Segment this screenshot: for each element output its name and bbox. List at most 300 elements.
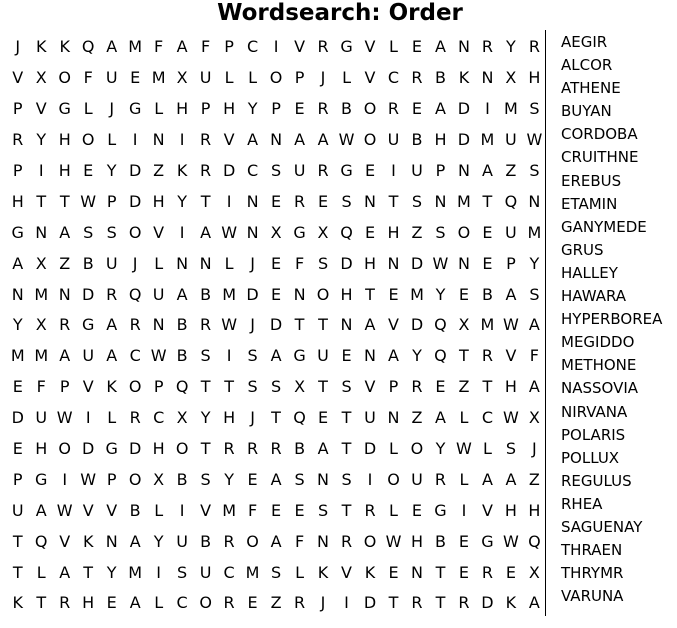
grid-cell[interactable]: E [364, 161, 376, 180]
grid-cell[interactable]: S [505, 439, 516, 459]
grid-cell[interactable]: V [200, 500, 212, 520]
grid-cell[interactable]: K [82, 531, 94, 551]
grid-cell[interactable]: A [176, 37, 188, 57]
grid-cell[interactable]: A [317, 130, 329, 150]
grid-cell[interactable]: M [151, 68, 166, 88]
grid-cell[interactable]: S [317, 500, 329, 520]
grid-cell[interactable]: H [528, 68, 541, 88]
grid-cell[interactable]: U [152, 284, 165, 304]
grid-cell[interactable]: N [387, 253, 400, 273]
grid-cell[interactable]: V [106, 500, 118, 520]
grid-cell[interactable]: X [270, 222, 282, 242]
grid-cell[interactable]: T [388, 593, 399, 613]
grid-cell[interactable]: R [270, 439, 282, 459]
grid-cell[interactable]: M [457, 191, 471, 211]
grid-cell[interactable]: O [363, 130, 377, 150]
grid-cell[interactable]: T [318, 315, 328, 335]
grid-cell[interactable]: N [317, 469, 330, 489]
grid-cell[interactable]: R [247, 439, 259, 459]
grid-cell[interactable]: V [505, 346, 517, 366]
grid-cell[interactable]: P [106, 191, 117, 211]
grid-cell[interactable]: P [12, 469, 23, 489]
grid-cell[interactable]: N [152, 130, 165, 150]
grid-cell[interactable]: T [36, 191, 47, 211]
grid-cell[interactable]: A [434, 99, 446, 119]
grid-cell[interactable]: Y [529, 253, 540, 273]
grid-cell[interactable]: T [341, 500, 352, 520]
grid-cell[interactable]: L [389, 500, 398, 520]
grid-cell[interactable]: N [457, 161, 470, 180]
grid-cell[interactable]: E [388, 284, 399, 304]
grid-cell[interactable]: U [387, 130, 400, 150]
grid-cell[interactable]: K [317, 562, 329, 582]
grid-cell[interactable]: V [82, 500, 94, 520]
grid-cell[interactable]: M [504, 99, 518, 119]
grid-cell[interactable]: U [176, 531, 188, 551]
grid-cell[interactable]: L [482, 439, 492, 459]
grid-cell[interactable]: D [269, 315, 283, 335]
grid-cell[interactable]: X [505, 68, 517, 88]
grid-cell[interactable]: N [293, 284, 306, 304]
grid-cell[interactable]: W [503, 531, 519, 551]
grid-cell[interactable]: K [35, 37, 47, 57]
grid-cell[interactable]: B [200, 531, 212, 551]
grid-cell[interactable]: U [11, 500, 24, 520]
grid-cell[interactable]: X [176, 408, 188, 428]
grid-cell[interactable]: Y [412, 346, 422, 366]
grid-cell[interactable]: G [58, 99, 71, 119]
grid-cell[interactable]: R [434, 469, 447, 489]
grid-cell[interactable]: A [176, 284, 188, 304]
grid-cell[interactable]: F [36, 377, 46, 397]
grid-cell[interactable]: Q [528, 531, 541, 551]
grid-cell[interactable]: L [83, 99, 93, 119]
grid-cell[interactable]: E [435, 377, 446, 397]
grid-cell[interactable]: E [271, 500, 282, 520]
grid-cell[interactable]: E [12, 439, 23, 459]
grid-cell[interactable]: T [59, 191, 70, 211]
grid-cell[interactable]: U [411, 161, 423, 180]
grid-cell[interactable]: D [410, 253, 424, 273]
grid-cell[interactable]: M [480, 315, 495, 335]
grid-cell[interactable]: R [59, 593, 71, 613]
grid-cell[interactable]: U [411, 469, 423, 489]
grid-cell[interactable]: Z [153, 161, 165, 180]
grid-cell[interactable]: E [294, 99, 305, 119]
grid-cell[interactable]: T [435, 593, 446, 613]
grid-cell[interactable]: W [385, 531, 402, 551]
grid-cell[interactable]: C [129, 346, 141, 366]
grid-cell[interactable]: R [317, 99, 329, 119]
grid-cell[interactable]: B [341, 99, 353, 119]
grid-cell[interactable]: V [364, 377, 376, 397]
grid-cell[interactable]: H [223, 408, 236, 428]
grid-cell[interactable]: M [410, 284, 424, 304]
grid-cell[interactable]: W [456, 439, 472, 459]
grid-cell[interactable]: H [58, 161, 71, 180]
grid-cell[interactable]: A [129, 531, 141, 551]
grid-cell[interactable]: A [434, 408, 446, 428]
grid-cell[interactable]: R [293, 593, 306, 613]
grid-cell[interactable]: C [481, 408, 494, 428]
grid-cell[interactable]: B [82, 253, 94, 273]
grid-cell[interactable]: Y [36, 130, 47, 150]
grid-cell[interactable]: A [59, 562, 71, 582]
grid-cell[interactable]: I [179, 500, 185, 520]
grid-cell[interactable]: V [294, 37, 306, 57]
grid-cell[interactable]: I [179, 222, 185, 242]
grid-cell[interactable]: I [179, 130, 185, 150]
grid-cell[interactable]: X [317, 222, 329, 242]
grid-cell[interactable]: G [35, 469, 48, 489]
grid-cell[interactable]: V [388, 315, 399, 335]
grid-cell[interactable]: M [222, 500, 236, 520]
grid-cell[interactable]: J [250, 315, 255, 335]
grid-cell[interactable]: X [458, 315, 470, 335]
grid-cell[interactable]: D [410, 315, 424, 335]
grid-cell[interactable]: S [317, 253, 329, 273]
grid-cell[interactable]: A [270, 469, 282, 489]
grid-cell[interactable]: E [83, 161, 94, 180]
grid-cell[interactable]: X [35, 68, 47, 88]
grid-cell[interactable]: S [341, 191, 352, 211]
grid-cell[interactable]: D [363, 593, 377, 613]
grid-cell[interactable]: T [341, 439, 352, 459]
grid-cell[interactable]: U [505, 130, 517, 150]
grid-cell[interactable]: U [505, 222, 517, 242]
grid-cell[interactable]: N [317, 531, 330, 551]
grid-cell[interactable]: R [223, 531, 235, 551]
grid-cell[interactable]: T [482, 191, 493, 211]
grid-cell[interactable]: E [317, 408, 329, 428]
grid-cell[interactable]: N [434, 191, 447, 211]
grid-cell[interactable]: M [245, 562, 260, 582]
grid-cell[interactable]: P [294, 68, 305, 88]
grid-cell[interactable]: J [132, 253, 138, 273]
grid-cell[interactable]: S [177, 562, 188, 582]
grid-cell[interactable]: A [270, 531, 282, 551]
grid-cell[interactable]: M [10, 346, 25, 366]
grid-cell[interactable]: Y [200, 408, 211, 428]
grid-cell[interactable]: Q [175, 377, 189, 397]
grid-cell[interactable]: O [363, 99, 377, 119]
grid-cell[interactable]: F [294, 253, 305, 273]
grid-cell[interactable]: E [12, 377, 23, 397]
grid-cell[interactable]: O [269, 68, 283, 88]
grid-cell[interactable]: I [461, 500, 467, 520]
grid-cell[interactable]: B [294, 439, 306, 459]
grid-cell[interactable]: N [11, 284, 24, 304]
grid-cell[interactable]: Y [224, 469, 234, 489]
grid-cell[interactable]: P [12, 99, 23, 119]
grid-cell[interactable]: S [411, 191, 423, 211]
grid-cell[interactable]: R [317, 161, 329, 180]
grid-cell[interactable]: X [528, 408, 540, 428]
grid-cell[interactable]: E [106, 593, 117, 613]
grid-cell[interactable]: A [270, 346, 282, 366]
grid-cell[interactable]: B [434, 68, 446, 88]
grid-cell[interactable]: Y [177, 191, 188, 211]
grid-cell[interactable]: R [411, 68, 423, 88]
grid-cell[interactable]: S [529, 161, 540, 180]
grid-cell[interactable]: W [432, 253, 449, 273]
grid-cell[interactable]: L [154, 253, 164, 273]
grid-cell[interactable]: J [532, 439, 537, 459]
grid-cell[interactable]: A [12, 253, 24, 273]
grid-cell[interactable]: S [83, 222, 94, 242]
grid-cell[interactable]: O [387, 469, 400, 489]
grid-cell[interactable]: F [294, 531, 305, 551]
grid-cell[interactable]: H [363, 253, 377, 273]
grid-cell[interactable]: I [38, 161, 44, 180]
grid-cell[interactable]: S [200, 346, 211, 366]
grid-cell[interactable]: P [271, 99, 281, 119]
grid-cell[interactable]: G [434, 500, 447, 520]
grid-cell[interactable]: H [504, 377, 517, 397]
grid-cell[interactable]: E [271, 284, 282, 304]
grid-cell[interactable]: G [128, 99, 142, 119]
grid-cell[interactable]: W [56, 500, 73, 520]
grid-cell[interactable]: N [176, 253, 189, 273]
grid-cell[interactable]: C [176, 593, 188, 613]
grid-cell[interactable]: N [528, 191, 541, 211]
grid-cell[interactable]: E [458, 531, 469, 551]
grid-cell[interactable]: F [201, 37, 211, 57]
grid-cell[interactable]: M [128, 37, 143, 57]
grid-cell[interactable]: R [129, 315, 141, 335]
grid-cell[interactable]: G [340, 37, 353, 57]
grid-cell[interactable]: A [294, 130, 306, 150]
grid-cell[interactable]: D [246, 284, 259, 304]
grid-cell[interactable]: S [247, 346, 258, 366]
grid-cell[interactable]: D [82, 439, 95, 459]
grid-cell[interactable]: L [248, 68, 258, 88]
grid-cell[interactable]: M [222, 284, 236, 304]
grid-cell[interactable]: K [106, 377, 117, 397]
grid-cell[interactable]: V [364, 37, 376, 57]
grid-cell[interactable]: Y [435, 284, 446, 304]
grid-cell[interactable]: R [129, 408, 141, 428]
grid-cell[interactable]: H [11, 191, 24, 211]
grid-cell[interactable]: L [295, 562, 305, 582]
grid-cell[interactable]: M [34, 346, 49, 366]
grid-cell[interactable]: Y [506, 37, 516, 57]
grid-cell[interactable]: O [410, 439, 424, 459]
grid-cell[interactable]: U [317, 346, 329, 366]
grid-cell[interactable]: D [129, 439, 142, 459]
grid-cell[interactable]: S [529, 99, 540, 119]
grid-cell[interactable]: I [344, 593, 349, 613]
grid-cell[interactable]: Q [128, 284, 142, 304]
grid-cell[interactable]: R [317, 37, 329, 57]
grid-cell[interactable]: S [270, 161, 282, 180]
grid-cell[interactable]: O [128, 377, 142, 397]
grid-cell[interactable]: Q [434, 315, 447, 335]
grid-cell[interactable]: G [81, 315, 95, 335]
grid-cell[interactable]: J [320, 593, 326, 613]
grid-cell[interactable]: T [388, 191, 399, 211]
grid-cell[interactable]: M [34, 284, 49, 304]
grid-cell[interactable]: R [387, 99, 400, 119]
grid-cell[interactable]: A [59, 346, 71, 366]
grid-cell[interactable]: F [154, 37, 164, 57]
grid-cell[interactable]: U [105, 68, 118, 88]
grid-cell[interactable]: E [317, 191, 329, 211]
grid-cell[interactable]: D [481, 593, 494, 613]
grid-cell[interactable]: D [129, 161, 142, 180]
grid-cell[interactable]: T [435, 562, 446, 582]
grid-cell[interactable]: S [200, 469, 211, 489]
grid-cell[interactable]: Q [434, 346, 447, 366]
grid-cell[interactable]: O [58, 68, 71, 88]
grid-cell[interactable]: Z [505, 161, 517, 180]
grid-cell[interactable]: Y [153, 531, 164, 551]
grid-cell[interactable]: E [411, 500, 423, 520]
grid-cell[interactable]: G [481, 531, 494, 551]
grid-cell[interactable]: E [271, 191, 282, 211]
grid-cell[interactable]: K [12, 593, 23, 613]
grid-cell[interactable]: O [128, 222, 142, 242]
grid-cell[interactable]: C [247, 161, 259, 180]
grid-cell[interactable]: V [481, 500, 493, 520]
grid-cell[interactable]: Z [458, 377, 470, 397]
grid-cell[interactable]: R [223, 439, 235, 459]
grid-cell[interactable]: X [35, 315, 47, 335]
grid-cell[interactable]: G [340, 161, 353, 180]
grid-cell[interactable]: Z [411, 222, 423, 242]
grid-cell[interactable]: P [12, 161, 23, 180]
grid-cell[interactable]: S [270, 562, 282, 582]
grid-cell[interactable]: Y [435, 439, 446, 459]
grid-cell[interactable]: N [35, 222, 48, 242]
grid-cell[interactable]: R [481, 562, 493, 582]
grid-cell[interactable]: T [459, 346, 469, 366]
grid-cell[interactable]: Z [528, 469, 540, 489]
grid-cell[interactable]: L [459, 408, 469, 428]
grid-cell[interactable]: E [482, 253, 493, 273]
grid-cell[interactable]: U [82, 346, 95, 366]
grid-cell[interactable]: T [482, 377, 493, 397]
grid-cell[interactable]: V [223, 130, 235, 150]
grid-cell[interactable]: P [106, 469, 117, 489]
grid-cell[interactable]: U [35, 408, 48, 428]
grid-cell[interactable]: L [224, 68, 234, 88]
grid-cell[interactable]: B [129, 500, 141, 520]
grid-cell[interactable]: I [391, 161, 396, 180]
grid-cell[interactable]: I [485, 99, 490, 119]
grid-cell[interactable]: L [154, 500, 164, 520]
grid-cell[interactable]: N [481, 68, 494, 88]
grid-cell[interactable]: D [363, 439, 377, 459]
grid-cell[interactable]: P [200, 99, 211, 119]
grid-cell[interactable]: T [12, 562, 23, 582]
grid-cell[interactable]: N [364, 346, 376, 366]
grid-cell[interactable]: E [482, 222, 493, 242]
grid-cell[interactable]: H [387, 222, 400, 242]
grid-cell[interactable]: A [364, 315, 376, 335]
grid-cell[interactable]: V [153, 222, 165, 242]
grid-cell[interactable]: N [340, 315, 353, 335]
grid-cell[interactable]: R [12, 130, 24, 150]
grid-cell[interactable]: A [317, 439, 329, 459]
grid-cell[interactable]: B [176, 346, 188, 366]
grid-cell[interactable]: E [364, 222, 376, 242]
grid-cell[interactable]: L [389, 439, 398, 459]
grid-cell[interactable]: A [528, 593, 540, 613]
grid-cell[interactable]: D [11, 408, 24, 428]
grid-cell[interactable]: A [505, 284, 517, 304]
grid-cell[interactable]: N [457, 253, 470, 273]
grid-cell[interactable]: V [82, 377, 94, 397]
grid-cell[interactable]: A [35, 500, 47, 520]
grid-cell[interactable]: L [342, 68, 351, 88]
grid-cell[interactable]: V [12, 68, 24, 88]
grid-cell[interactable]: L [36, 562, 46, 582]
grid-cell[interactable]: D [340, 253, 353, 273]
grid-cell[interactable]: P [59, 377, 70, 397]
grid-cell[interactable]: I [226, 191, 232, 211]
grid-cell[interactable]: I [156, 562, 161, 582]
grid-cell[interactable]: T [365, 284, 375, 304]
grid-cell[interactable]: I [367, 469, 373, 489]
grid-cell[interactable]: K [505, 593, 517, 613]
grid-cell[interactable]: E [411, 99, 423, 119]
grid-cell[interactable]: C [153, 408, 165, 428]
grid-cell[interactable]: T [200, 191, 211, 211]
grid-cell[interactable]: O [457, 222, 471, 242]
grid-cell[interactable]: A [129, 593, 141, 613]
grid-cell[interactable]: M [527, 222, 542, 242]
grid-cell[interactable]: J [250, 408, 255, 428]
grid-cell[interactable]: G [293, 222, 306, 242]
grid-cell[interactable]: N [58, 284, 71, 304]
grid-cell[interactable]: H [35, 439, 48, 459]
grid-cell[interactable]: O [175, 439, 189, 459]
grid-cell[interactable]: J [15, 37, 21, 57]
grid-cell[interactable]: S [270, 377, 282, 397]
grid-cell[interactable]: A [106, 346, 118, 366]
grid-cell[interactable]: L [107, 130, 117, 150]
grid-cell[interactable]: W [503, 315, 519, 335]
grid-cell[interactable]: S [529, 284, 540, 304]
grid-cell[interactable]: U [199, 68, 212, 88]
grid-cell[interactable]: T [318, 377, 328, 397]
grid-cell[interactable]: K [59, 37, 70, 57]
grid-cell[interactable]: T [200, 377, 211, 397]
grid-cell[interactable]: T [341, 408, 352, 428]
grid-cell[interactable]: K [364, 562, 376, 582]
grid-cell[interactable]: R [364, 500, 376, 520]
grid-cell[interactable]: D [457, 99, 471, 119]
grid-cell[interactable]: Y [106, 161, 117, 180]
grid-cell[interactable]: P [435, 161, 446, 180]
grid-cell[interactable]: V [364, 68, 376, 88]
grid-cell[interactable]: V [59, 531, 71, 551]
grid-cell[interactable]: E [247, 469, 258, 489]
grid-cell[interactable]: Z [59, 253, 71, 273]
grid-cell[interactable]: A [200, 222, 212, 242]
grid-cell[interactable]: P [506, 253, 516, 273]
grid-cell[interactable]: R [200, 315, 212, 335]
grid-cell[interactable]: N [105, 531, 118, 551]
grid-cell[interactable]: Q [504, 191, 518, 211]
grid-cell[interactable]: R [293, 191, 306, 211]
grid-cell[interactable]: I [132, 130, 138, 150]
grid-cell[interactable]: H [58, 130, 71, 150]
grid-cell[interactable]: O [58, 439, 71, 459]
grid-cell[interactable]: A [106, 37, 118, 57]
grid-cell[interactable]: A [528, 315, 540, 335]
